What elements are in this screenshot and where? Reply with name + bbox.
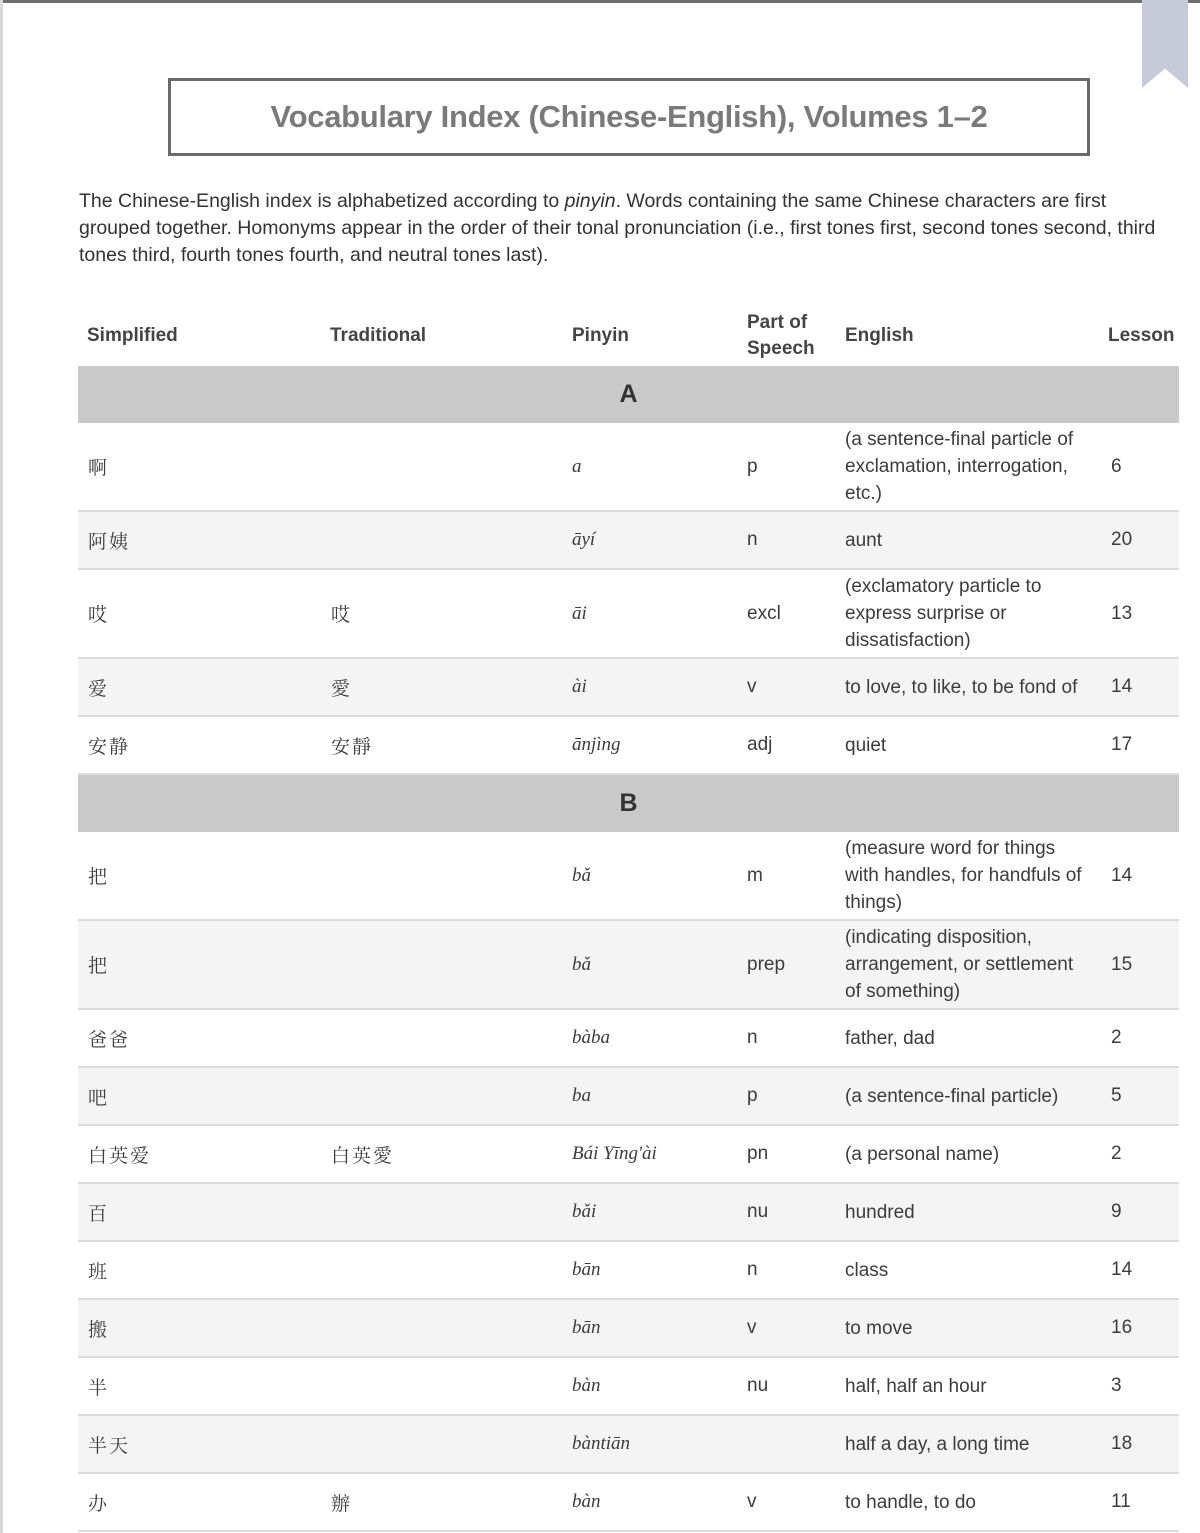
table-row bbox=[78, 716, 1179, 774]
table-row bbox=[78, 511, 1179, 569]
cell-part-of-speech: pn bbox=[747, 1125, 837, 1183]
vocabulary-table bbox=[78, 306, 1179, 1532]
cell-part-of-speech: n bbox=[747, 1241, 837, 1299]
intro-text-after: . Words containing the same Chinese characters are first grouped together. Homonyms appear in the order of their tonal pronunciation (i.e., first tones first, second tones second, third tones third, fourth tones fourth, and neutral tones last). bbox=[79, 190, 1156, 266]
cell-simplified: 吧 bbox=[78, 1067, 321, 1125]
table-row bbox=[78, 1067, 1179, 1125]
table-row bbox=[78, 1473, 1179, 1531]
cell-traditional bbox=[321, 920, 563, 1009]
table-row bbox=[78, 1415, 1179, 1473]
cell-traditional bbox=[321, 423, 563, 511]
cell-lesson: 14 bbox=[1094, 832, 1179, 920]
cell-english: to move bbox=[837, 1299, 1094, 1357]
cell-part-of-speech: excl bbox=[747, 569, 837, 658]
cell-lesson: 14 bbox=[1094, 658, 1179, 716]
page-title: Vocabulary Index (Chinese-English), Volumes 1–2 bbox=[270, 99, 988, 134]
cell-english: (exclamatory particle to express surprise or dissatisfaction) bbox=[837, 569, 1094, 658]
cell-simplified: 办 bbox=[78, 1473, 321, 1531]
cell-lesson: 17 bbox=[1094, 716, 1179, 774]
cell-traditional: 愛 bbox=[321, 658, 563, 716]
cell-simplified: 爸爸 bbox=[78, 1009, 321, 1067]
bookmark-ribbon-icon[interactable] bbox=[1142, 0, 1188, 88]
cell-pinyin: ānjìng bbox=[563, 716, 747, 774]
cell-simplified: 阿姨 bbox=[78, 511, 321, 569]
cell-lesson: 2 bbox=[1094, 1009, 1179, 1067]
page-left-edge bbox=[0, 0, 3, 1533]
cell-english: half, half an hour bbox=[837, 1357, 1094, 1415]
cell-pinyin: bǎi bbox=[563, 1183, 747, 1241]
cell-part-of-speech: nu bbox=[747, 1357, 837, 1415]
cell-lesson: 2 bbox=[1094, 1125, 1179, 1183]
cell-pinyin: āi bbox=[563, 569, 747, 658]
cell-english: to handle, to do bbox=[837, 1473, 1094, 1531]
header-traditional: Traditional bbox=[330, 325, 427, 346]
table-row bbox=[78, 1357, 1179, 1415]
cell-traditional: 安靜 bbox=[321, 716, 563, 774]
cell-part-of-speech: n bbox=[747, 511, 837, 569]
table-row bbox=[78, 569, 1179, 658]
cell-simplified: 安静 bbox=[78, 716, 321, 774]
cell-simplified: 哎 bbox=[78, 569, 321, 658]
cell-simplified: 百 bbox=[78, 1183, 321, 1241]
header-part-of-speech bbox=[747, 306, 837, 366]
section-letter: B bbox=[78, 774, 1179, 832]
cell-simplified: 啊 bbox=[78, 423, 321, 511]
table-row bbox=[78, 1183, 1179, 1241]
cell-simplified: 半 bbox=[78, 1357, 321, 1415]
cell-traditional bbox=[321, 1241, 563, 1299]
cell-english: (a sentence-final particle) bbox=[837, 1067, 1094, 1125]
cell-traditional bbox=[321, 1183, 563, 1241]
cell-lesson: 14 bbox=[1094, 1241, 1179, 1299]
cell-part-of-speech: n bbox=[747, 1009, 837, 1067]
cell-simplified: 搬 bbox=[78, 1299, 321, 1357]
intro-text-before: The Chinese-English index is alphabetized according to bbox=[79, 190, 565, 212]
cell-lesson: 20 bbox=[1094, 511, 1179, 569]
table-row bbox=[78, 832, 1179, 920]
cell-pinyin: a bbox=[563, 423, 747, 511]
cell-pinyin: ba bbox=[563, 1067, 747, 1125]
header-pos-line2: Speech bbox=[747, 338, 815, 359]
section-letter: A bbox=[78, 366, 1179, 423]
table-row bbox=[78, 1009, 1179, 1067]
cell-english: father, dad bbox=[837, 1009, 1094, 1067]
cell-english: (a personal name) bbox=[837, 1125, 1094, 1183]
cell-pinyin: bān bbox=[563, 1241, 747, 1299]
table-header-row bbox=[78, 306, 1179, 366]
cell-part-of-speech: prep bbox=[747, 920, 837, 1009]
cell-lesson: 11 bbox=[1094, 1473, 1179, 1531]
page-top-edge bbox=[0, 0, 1200, 3]
header-pos-line1: Part of bbox=[747, 312, 808, 333]
header-pinyin: Pinyin bbox=[572, 325, 630, 346]
cell-part-of-speech: nu bbox=[747, 1183, 837, 1241]
cell-traditional bbox=[321, 1009, 563, 1067]
cell-lesson: 16 bbox=[1094, 1299, 1179, 1357]
cell-pinyin: ài bbox=[563, 658, 747, 716]
cell-traditional bbox=[321, 1415, 563, 1473]
cell-traditional bbox=[321, 511, 563, 569]
cell-part-of-speech: m bbox=[747, 832, 837, 920]
cell-traditional bbox=[321, 1299, 563, 1357]
cell-lesson: 9 bbox=[1094, 1183, 1179, 1241]
section-header-b bbox=[78, 774, 1179, 832]
cell-pinyin: bǎ bbox=[563, 920, 747, 1009]
table-row bbox=[78, 1299, 1179, 1357]
header-lesson: Lesson bbox=[1108, 325, 1175, 346]
cell-english: to love, to like, to be fond of bbox=[837, 658, 1094, 716]
cell-simplified: 班 bbox=[78, 1241, 321, 1299]
cell-english: (a sentence-final particle of exclamation, interrogation, etc.) bbox=[837, 423, 1094, 511]
cell-english: hundred bbox=[837, 1183, 1094, 1241]
cell-pinyin: bàn bbox=[563, 1473, 747, 1531]
cell-lesson: 15 bbox=[1094, 920, 1179, 1009]
cell-lesson: 6 bbox=[1094, 423, 1179, 511]
cell-english: (indicating disposition, arrangement, or settlement of something) bbox=[837, 920, 1094, 1009]
header-simplified: Simplified bbox=[87, 325, 178, 346]
cell-english: (measure word for things with handles, for handfuls of things) bbox=[837, 832, 1094, 920]
cell-english: class bbox=[837, 1241, 1094, 1299]
table-row bbox=[78, 423, 1179, 511]
cell-part-of-speech: v bbox=[747, 1299, 837, 1357]
cell-pinyin: bàn bbox=[563, 1357, 747, 1415]
table-row bbox=[78, 658, 1179, 716]
cell-pinyin: bàntiān bbox=[563, 1415, 747, 1473]
cell-simplified: 把 bbox=[78, 920, 321, 1009]
cell-part-of-speech: v bbox=[747, 658, 837, 716]
cell-pinyin: bàba bbox=[563, 1009, 747, 1067]
table-row bbox=[78, 1241, 1179, 1299]
cell-part-of-speech bbox=[747, 1415, 837, 1473]
cell-lesson: 13 bbox=[1094, 569, 1179, 658]
cell-simplified: 把 bbox=[78, 832, 321, 920]
intro-emphasis: pinyin bbox=[564, 190, 616, 212]
cell-simplified: 半天 bbox=[78, 1415, 321, 1473]
cell-simplified: 白英爱 bbox=[78, 1125, 321, 1183]
cell-english: aunt bbox=[837, 511, 1094, 569]
cell-pinyin: āyí bbox=[563, 511, 747, 569]
cell-traditional: 辦 bbox=[321, 1473, 563, 1531]
cell-traditional: 哎 bbox=[321, 569, 563, 658]
cell-pinyin: bān bbox=[563, 1299, 747, 1357]
cell-simplified: 爱 bbox=[78, 658, 321, 716]
cell-pinyin: bǎ bbox=[563, 832, 747, 920]
cell-english: quiet bbox=[837, 716, 1094, 774]
cell-lesson: 3 bbox=[1094, 1357, 1179, 1415]
cell-traditional bbox=[321, 1357, 563, 1415]
cell-part-of-speech: v bbox=[747, 1473, 837, 1531]
intro-paragraph bbox=[79, 188, 1179, 269]
cell-english: half a day, a long time bbox=[837, 1415, 1094, 1473]
cell-part-of-speech: p bbox=[747, 423, 837, 511]
cell-part-of-speech: adj bbox=[747, 716, 837, 774]
table-row bbox=[78, 920, 1179, 1009]
cell-lesson: 5 bbox=[1094, 1067, 1179, 1125]
cell-traditional bbox=[321, 1067, 563, 1125]
cell-lesson: 18 bbox=[1094, 1415, 1179, 1473]
cell-traditional: 白英愛 bbox=[321, 1125, 563, 1183]
cell-part-of-speech: p bbox=[747, 1067, 837, 1125]
title-box bbox=[168, 78, 1090, 156]
cell-traditional bbox=[321, 832, 563, 920]
cell-pinyin: Bái Yīng'ài bbox=[563, 1125, 747, 1183]
section-header-a bbox=[78, 366, 1179, 423]
table-row bbox=[78, 1125, 1179, 1183]
header-english: English bbox=[845, 325, 914, 346]
